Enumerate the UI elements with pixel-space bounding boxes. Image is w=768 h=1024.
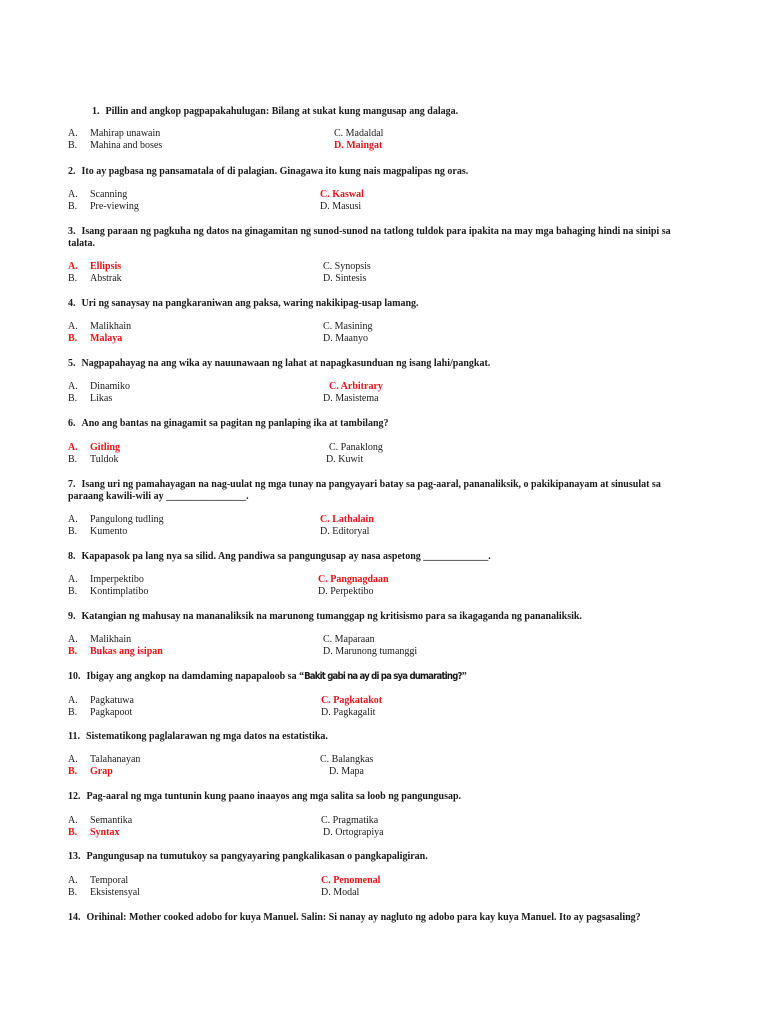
question-12 — [68, 791, 680, 803]
question-9 — [68, 611, 680, 623]
option-letter: A. — [68, 514, 78, 525]
question-text: Kapapasok pa lang nya sa silid. Ang pandiwa sa pangungusap ay nasa aspetong _____________. — [81, 551, 491, 562]
option-text: C. Arbitrary — [329, 381, 383, 392]
option-text: Malikhain — [90, 321, 132, 332]
question-number: 7. — [68, 479, 76, 490]
option-letter: B. — [68, 140, 78, 151]
option-9c — [323, 634, 375, 646]
option-letter: A. — [68, 634, 78, 645]
question-number: 12. — [68, 791, 81, 802]
option-letter: B. — [68, 201, 78, 212]
option-12d — [323, 827, 384, 839]
option-letter: B. — [68, 887, 78, 898]
question-text: Pangungusap na tumutukoy sa pangyayaring pangkalikasan o pangkapaligiran. — [86, 851, 428, 862]
option-text: Likas — [90, 393, 113, 404]
question-5 — [68, 358, 680, 370]
option-text: D. Editoryal — [320, 526, 370, 537]
option-11d — [329, 766, 364, 778]
question-8 — [68, 551, 680, 563]
option-text: Mahina and boses — [90, 140, 163, 151]
option-text: D. Ortograpiya — [323, 827, 384, 838]
option-1c — [334, 128, 383, 140]
option-8c-correct — [318, 574, 389, 586]
option-letter: A. — [68, 381, 78, 392]
option-text: C. Madaldal — [334, 128, 384, 139]
option-text: C. Panaklong — [329, 442, 383, 453]
option-text: Kumento — [90, 526, 128, 537]
option-text: Scanning — [90, 189, 128, 200]
option-8d — [318, 586, 374, 598]
question-number: 11. — [68, 731, 80, 742]
question-number: 4. — [68, 298, 76, 309]
option-text: Mahirap unawain — [90, 128, 161, 139]
option-letter: B. — [68, 827, 78, 838]
question-text: Uri ng sanaysay na pangkaraniwan ang paksa, waring nakikipag-usap lamang. — [81, 298, 419, 309]
option-letter: B. — [68, 454, 78, 465]
question-number: 3. — [68, 226, 76, 237]
option-letter: A. — [68, 442, 78, 453]
option-text: Pagkapoot — [90, 707, 133, 718]
question-text: Pillin and angkop pagpapakahulugan: Bilang at sukat kung mangusap ang dalaga. — [105, 106, 459, 117]
closing-quote: ” — [461, 671, 467, 682]
question-number: 14. — [68, 912, 81, 923]
option-text: Ellipsis — [90, 261, 122, 272]
option-text: D. Maanyo — [323, 333, 368, 344]
quoted-sentence: Bakit gabi na ay di pa sya dumarating? — [304, 671, 462, 682]
option-7d — [320, 526, 369, 538]
question-1 — [92, 106, 704, 118]
option-4c — [323, 321, 372, 333]
option-2d — [320, 201, 361, 213]
option-text: Talahanayan — [90, 754, 141, 765]
option-text: Kontimplatibo — [90, 586, 149, 597]
option-text: D. Masistema — [323, 393, 379, 404]
option-text: D. Sintesis — [323, 273, 367, 284]
option-text: Tuldok — [90, 454, 119, 465]
option-6d — [326, 454, 363, 466]
option-7c-correct — [320, 514, 374, 526]
option-text: D. Masusi — [320, 201, 362, 212]
option-text: Pagkatuwa — [90, 695, 134, 706]
option-text: C. Pangnagdaan — [318, 574, 389, 585]
option-letter: B. — [68, 333, 78, 344]
option-text: D. Maingat — [334, 140, 383, 151]
option-text: Pangulong tudling — [90, 514, 164, 525]
option-text: D. Kuwit — [326, 454, 364, 465]
option-5d — [323, 393, 379, 405]
option-10d — [321, 707, 375, 719]
option-letter: A. — [68, 261, 78, 272]
question-text: Sistematikong paglalarawan ng mga datos na estatistika. — [85, 731, 328, 742]
option-2c-correct — [320, 189, 364, 201]
question-6 — [68, 418, 680, 430]
option-text: C. Masining — [323, 321, 373, 332]
option-4d — [323, 333, 368, 345]
option-11c — [320, 754, 373, 766]
question-number: 5. — [68, 358, 76, 369]
option-text: C. Maparaan — [323, 634, 375, 645]
option-text: C. Pagkatakot — [321, 695, 383, 706]
option-text: C. Pragmatika — [321, 815, 379, 826]
option-letter: A. — [68, 875, 78, 886]
option-letter: A. — [68, 754, 78, 765]
option-letter: A. — [68, 321, 78, 332]
option-text: Pre-viewing — [90, 201, 139, 212]
option-text: Grap — [90, 766, 113, 777]
option-text: Bukas ang isipan — [90, 646, 163, 657]
option-text: C. Penomenal — [321, 875, 381, 886]
option-text: D. Pagkagalit — [321, 707, 376, 718]
question-10 — [68, 671, 680, 683]
option-text: D. Mapa — [329, 766, 364, 777]
question-13 — [68, 851, 680, 863]
question-text: Ano ang bantas na ginagamit sa pagitan ng panlaping ika at tambilang? — [81, 418, 389, 429]
option-letter: A. — [68, 128, 78, 139]
option-text: Malaya — [90, 333, 123, 344]
question-number: 8. — [68, 551, 76, 562]
option-letter: B. — [68, 586, 78, 597]
option-text: Temporal — [90, 875, 129, 886]
question-number: 10. — [68, 671, 81, 682]
option-3c — [323, 261, 371, 273]
question-number: 9. — [68, 611, 76, 622]
option-letter: B. — [68, 393, 78, 404]
question-text: Pag-aaral ng mga tuntunin kung paano inaayos ang mga salita sa loob ng pangungusap. — [86, 791, 462, 802]
option-1d-correct — [334, 140, 382, 152]
question-number: 2. — [68, 166, 76, 177]
question-7 — [68, 479, 680, 503]
question-text: Katangian ng mahusay na mananaliksik na marunong tumanggap ng kritisismo para sa ikagaganda ng pananaliksik. — [81, 611, 582, 622]
option-13c-correct — [321, 875, 380, 887]
option-letter: B. — [68, 273, 78, 284]
option-3d — [323, 273, 366, 285]
question-text: Isang uri ng pamahayagan na nag-uulat ng mga tunay na pangyayari batay sa pag-aaral, pananaliksik, o pakikipanayam at sinusulat sa paraang kawili-wili ay ________________. — [68, 479, 661, 502]
option-letter: B. — [68, 526, 78, 537]
option-text: D. Perpektibo — [318, 586, 374, 597]
question-text: Nagpapahayag na ang wika ay nauunawaan ng lahat at napagkasunduan ng isang lahi/pangkat. — [81, 358, 491, 369]
question-3 — [68, 226, 680, 250]
option-letter: A. — [68, 815, 78, 826]
option-text: C. Kaswal — [320, 189, 364, 200]
question-text: Isang paraan ng pagkuha ng datos na ginagamitan ng sunod-sunod na tatlong tuldok para ipakita na may mga bahaging hindi na sinipi sa talata. — [68, 226, 671, 249]
option-9d — [323, 646, 417, 658]
option-letter: B. — [68, 707, 78, 718]
question-text: Ibigay ang angkop na damdaming napapaloob sa “ — [86, 671, 305, 682]
option-text: D. Modal — [321, 887, 360, 898]
question-4 — [68, 298, 680, 310]
option-10c-correct — [321, 695, 382, 707]
option-letter: A. — [68, 695, 78, 706]
option-text: Semantika — [90, 815, 133, 826]
option-text: Gitling — [90, 442, 121, 453]
option-text: Imperpektibo — [90, 574, 144, 585]
option-text: Dinamiko — [90, 381, 130, 392]
option-text: C. Lathalain — [320, 514, 374, 525]
question-2 — [68, 166, 680, 178]
question-text: Orihinal: Mother cooked adobo for kuya Manuel. Salin: Si nanay ay nagluto ng adobo para kay kuya Manuel. Ito ay pagsasaling? — [86, 912, 641, 923]
option-text: Abstrak — [90, 273, 122, 284]
question-11 — [68, 731, 680, 743]
option-letter: A. — [68, 574, 78, 585]
option-letter: A. — [68, 189, 78, 200]
option-text: C. Synopsis — [323, 261, 371, 272]
question-number: 6. — [68, 418, 76, 429]
option-5c-correct — [329, 381, 383, 393]
question-text: Ito ay pagbasa ng pansamatala of di palagian. Ginagawa ito kung nais magpalipas ng oras. — [81, 166, 469, 177]
question-number: 13. — [68, 851, 81, 862]
option-text: Eksistensyal — [90, 887, 140, 898]
option-letter: B. — [68, 766, 78, 777]
option-text: Syntax — [90, 827, 120, 838]
option-letter: B. — [68, 646, 78, 657]
question-14 — [68, 912, 680, 924]
option-13d — [321, 887, 359, 899]
option-6c — [329, 442, 383, 454]
question-number: 1. — [92, 106, 100, 117]
option-12c — [321, 815, 378, 827]
option-text: C. Balangkas — [320, 754, 374, 765]
option-text: Malikhain — [90, 634, 132, 645]
option-text: D. Marunong tumanggi — [323, 646, 418, 657]
